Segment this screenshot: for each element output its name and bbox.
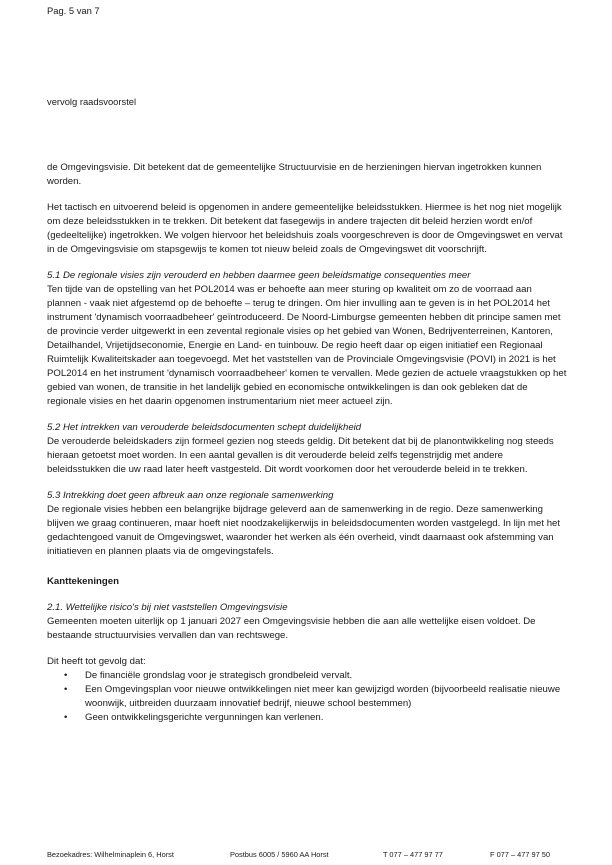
intro-paragraph-2: Het tactisch en uitvoerend beleid is opgenomen in andere gemeentelijke beleidsstukken. Hiermee is het nog niet mogelijk om deze beleidsstukken in te trekken. Dit betekent dat fasegewijs in andere trajecten dit beleid herzien wordt en/of (gedeeltelijke) ingetrokken. We volgen hiervoor het beleidshuis zoals voorgeschreven is door de Omgevingswet en vervat in de Omgevingsvisie om stapsgewijs te komen tot nieuw beleid zoals de Omgevingswet dit voorschrijft. xyxy=(47,202,563,255)
intro-paragraph-1: de Omgevingsvisie. Dit betekent dat de gemeentelijke Structuurvisie en de herzieningen hiervan ingetrokken kunnen worden. xyxy=(47,162,542,187)
bullet-icon: • xyxy=(64,670,68,681)
document-subtitle: vervolg raadsvoorstel xyxy=(47,96,137,107)
document-body xyxy=(47,161,567,725)
section-heading: 5.2 Het intrekken van verouderde beleidsdocumenten schept duidelijkheid xyxy=(47,422,362,433)
section-heading: 5.1 De regionale visies zijn verouderd en hebben daarmee geen beleidsmatige consequenties meer xyxy=(47,270,471,281)
page-number: Pag. 5 van 7 xyxy=(47,5,100,16)
section-5-1 xyxy=(47,269,567,409)
kanttekeningen-subheading: 2.1. Wettelijke risico's bij niet vaststellen Omgevingsvisie xyxy=(47,602,288,613)
section-body: Ten tijde van de opstelling van het POL2014 was er behoefte aan meer sturing op kwaliteit om zo de voorraad aan plannen - vaak niet afgestemd op de behoefte – terug te dringen. Om hier invulling aan te geven is in het POL2014 het instrument 'dynamisch voorraadbeheer' geïntroduceerd. De Noord-Limburgse gemeenten hebben dit principe samen met de provincie verder uitgewerkt in een zevental regionale visies op het gebied van Wonen, Bedrijventerreinen, Kantoren, Detailhandel, Vrijetijdseconomie, Energie en Land- en tuinbouw. De regio heeft daar op eigen initiatief een Regionaal Ruimtelijk Kwaliteitskader aan toegevoegd. Met het vaststellen van de Provinciale Omgevingsvisie (POVI) in 2021 is het POL2014 en het instrument 'dynamisch voorraadbeheer' komen te vervallen. Mede gezien de actuele vraagstukken op het gebied van wonen, de transitie in het landelijk gebied en economische ontwikkelingen is dan ook gebleken dat de regionale visies en het daarin opgenomen instrumentarium niet meer actueel zijn. xyxy=(47,284,567,407)
section-5-3 xyxy=(47,489,567,559)
page-footer xyxy=(47,848,572,862)
section-body: De verouderde beleidskaders zijn formeel gezien nog steeds geldig. Dit betekent dat bij de planontwikkeling nog steeds hieraan getoetst moet worden. In een aantal gevallen is dit verouderde beleid zelfs tegenstrijdig met andere beleidsstukken die uw raad later heeft vastgesteld. Dit wordt voorkomen door het verouderde beleid in te trekken. xyxy=(47,436,554,475)
bullet-icon: • xyxy=(64,684,68,695)
footer-phone: T 077 – 477 97 77 xyxy=(383,850,443,859)
list-item-text: Geen ontwikkelingsgerichte vergunningen kan verlenen. xyxy=(85,712,324,723)
kanttekeningen-title: Kanttekeningen xyxy=(47,576,119,587)
footer-postbus: Postbus 6005 / 5960 AA Horst xyxy=(230,850,329,859)
list-item xyxy=(47,669,567,683)
consequences-intro: Dit heeft tot gevolg dat: xyxy=(47,656,146,667)
list-item xyxy=(47,683,567,711)
bullet-icon: • xyxy=(64,712,68,723)
section-heading: 5.3 Intrekking doet geen afbreuk aan onze regionale samenwerking xyxy=(47,490,334,501)
consequences-list xyxy=(47,669,567,725)
kanttekeningen-body: Gemeenten moeten uiterlijk op 1 januari 2027 een Omgevingsvisie hebben die aan alle wettelijke eisen voldoet. De bestaande structuurvisies vervallen dan van rechtswege. xyxy=(47,616,536,641)
list-item-text: Een Omgevingsplan voor nieuwe ontwikkelingen niet meer kan gewijzigd worden (bijvoorbeeld realisatie nieuwe woonwijk, uitbreiden duurzaam innovatief bedrijf, nieuwe school bestemmen) xyxy=(85,684,561,709)
list-item xyxy=(47,711,567,725)
footer-address: Bezoekadres: Wilhelminaplein 6, Horst xyxy=(47,850,174,859)
list-item-text: De financiële grondslag voor je strategisch grondbeleid vervalt. xyxy=(85,670,353,681)
footer-fax: F 077 – 477 97 50 xyxy=(490,850,550,859)
section-body: De regionale visies hebben een belangrijke bijdrage geleverd aan de samenwerking in de regio. Deze samenwerking blijven we graag continueren, maar hoeft niet noodzakelijkerwijs in beleidsdocumenten worden vastgelegd. In lijn met het gedachtengoed vanuit de Omgevingswet, waaronder het werken als één overheid, vindt daarnaast ook afstemming van initiatieven en plannen plaats via de omgevingstafels. xyxy=(47,504,561,557)
section-5-2 xyxy=(47,421,567,477)
